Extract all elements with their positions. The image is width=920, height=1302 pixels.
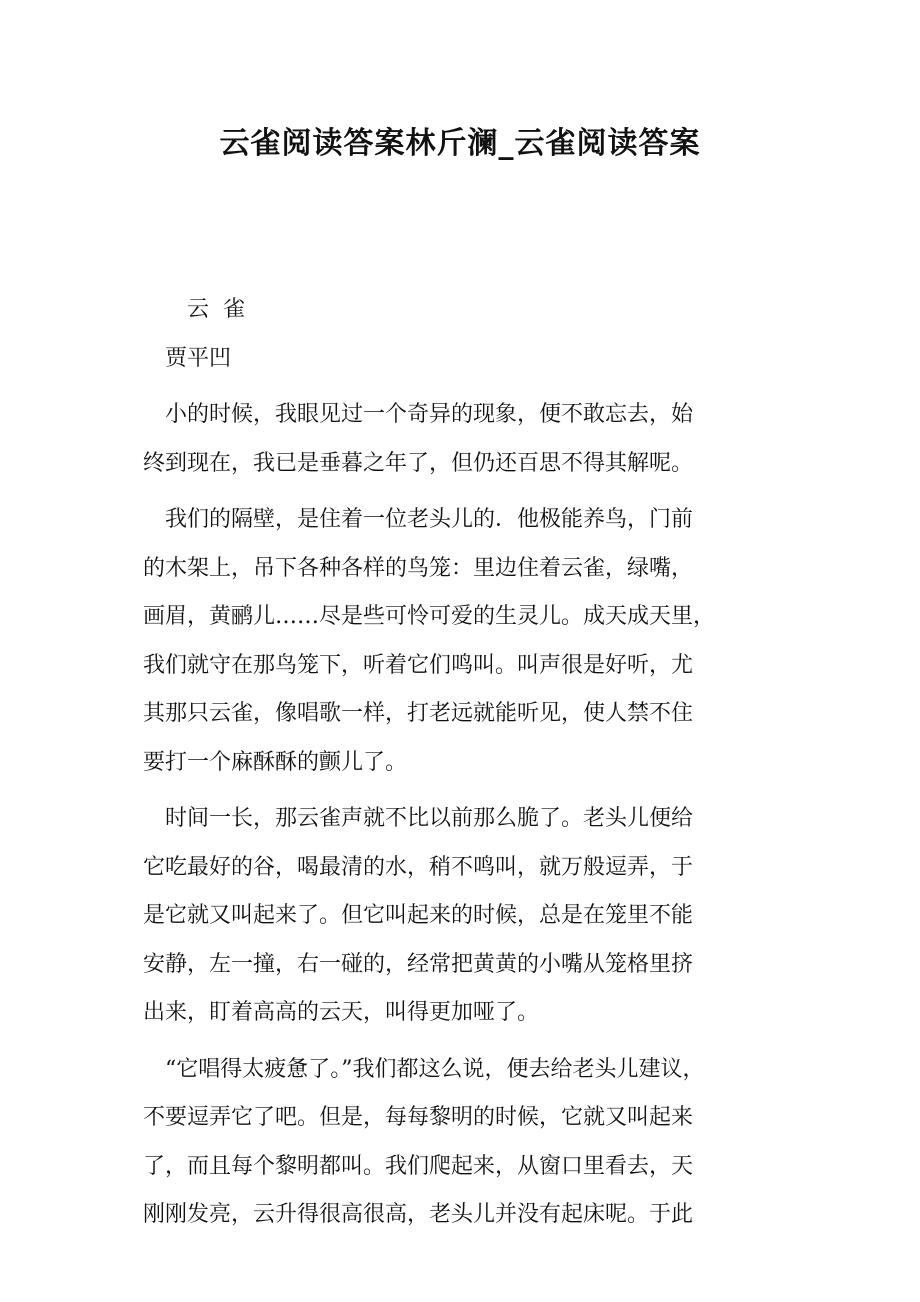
article-author: 贾平凹	[165, 345, 232, 371]
paragraph-line: 不要逗弄它了吧。但是，每每黎明的时候，它就又叫起来	[143, 1105, 694, 1130]
paragraph-line: 安静，左一撞，右一碰的，经常把黄黄的小嘴从笼格里挤	[143, 951, 694, 977]
paragraph-line: “它唱得太疲惫了。”我们都这么说，便去给老头儿建议，	[165, 1056, 705, 1082]
paragraph-line: 是它就又叫起来了。但它叫起来的时候，总是在笼里不能	[143, 903, 694, 928]
paragraph-line: 要打一个麻酥酥的颤儿了。	[143, 749, 408, 775]
paragraph-line: 其那只云雀，像唱歌一样，打老远就能听见，使人禁不住	[143, 701, 694, 726]
paragraph-line: 终到现在，我已是垂暮之年了，但仍还百思不得其解呢。	[143, 450, 694, 476]
paragraph-line: 了，而且每个黎明都叫。我们爬起来，从窗口里看去，天	[143, 1153, 694, 1179]
paragraph-4	[143, 1046, 783, 1240]
paragraph-line: 小的时候，我眼见过一个奇异的现象，便不敢忘去，始	[165, 402, 694, 427]
paragraph-line: 它吃最好的谷，喝最清的水，稍不鸣叫，就万般逗弄，于	[143, 854, 694, 880]
paragraph-line: 我们就守在那鸟笼下，听着它们鸣叫。叫声很是好听，尤	[143, 652, 694, 678]
paragraph-line: 出来，盯着高高的云天，叫得更加哑了。	[143, 1000, 540, 1025]
paragraph-1	[143, 391, 783, 488]
paragraph-line: 时间一长，那云雀声就不比以前那么脆了。老头儿便给	[165, 806, 694, 831]
article-heading: 云 雀	[187, 297, 245, 322]
paragraph-line: 画眉，黄鹂儿……尽是些可怜可爱的生灵儿。成天成天里，	[143, 604, 716, 629]
paragraph-line: 刚刚发亮，云升得很高很高，老头儿并没有起床呢。于此	[143, 1202, 694, 1227]
document-title: 云雀阅读答案林斤澜_云雀阅读答案	[219, 126, 701, 161]
paragraph-line: 我们的隔壁，是住着一位老头儿的．他极能养鸟，门前	[165, 507, 694, 532]
paragraph-line: 的木架上，吊下各种各样的鸟笼：里边住着云雀，绿嘴，	[143, 555, 694, 581]
paragraph-2	[143, 496, 783, 787]
paragraph-3	[143, 795, 783, 1038]
article-body	[143, 286, 783, 1240]
